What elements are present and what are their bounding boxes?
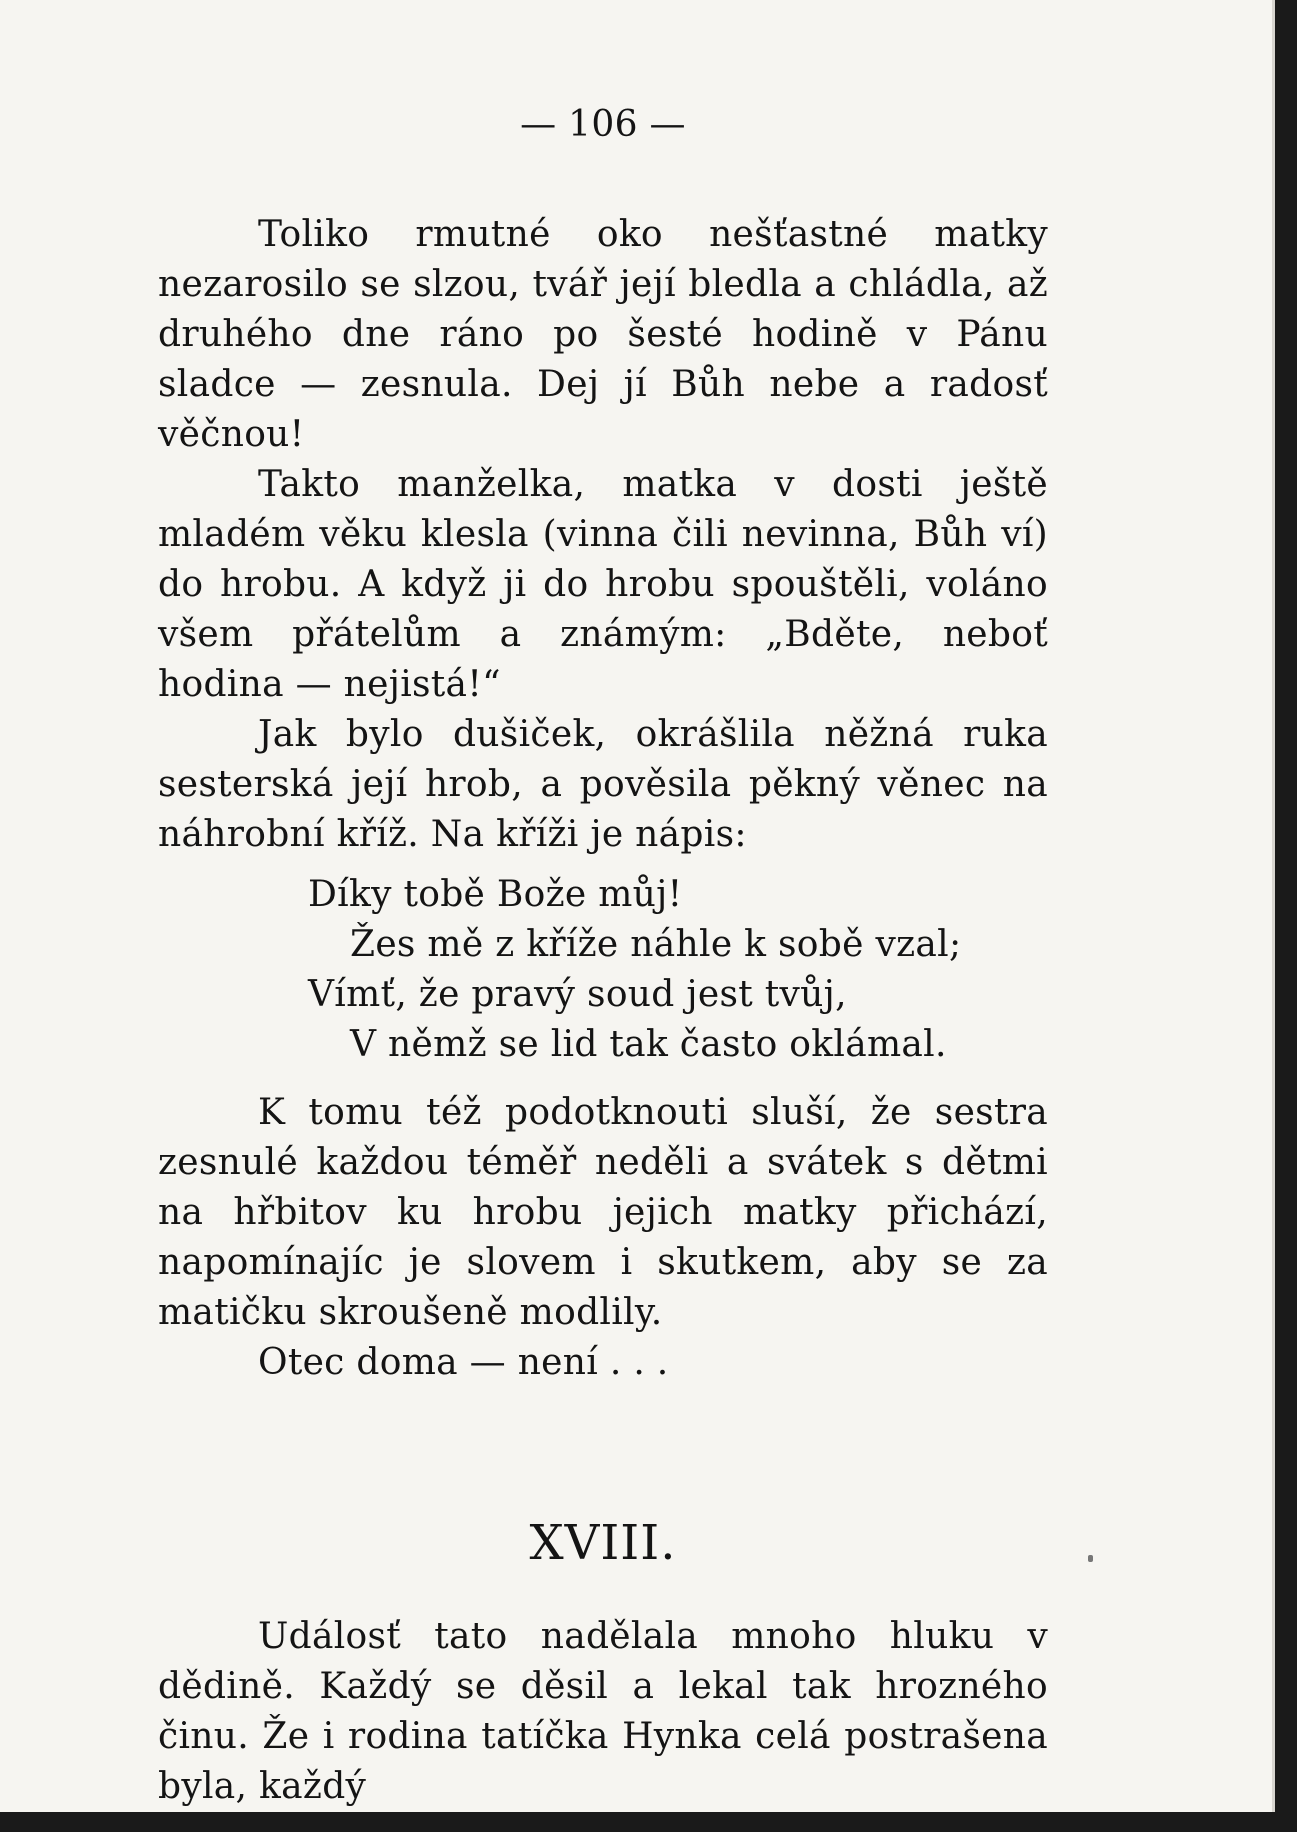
verse-line: Vímť, že pravý soud jest tvůj, [308, 974, 847, 1015]
ink-speck [1088, 1555, 1093, 1562]
page-number: — 106 — [520, 104, 686, 145]
verse-line: Díky tobě Bože můj! [308, 874, 683, 915]
paragraph: Takto manželka, matka v dosti ještě mladém věku klesla (vinna čili nevinna, Bůh ví) do hrobu. A když ji do hrobu spouštěli, voláno všem přátelům a známým: „Bděte, neboť hodina — nejistá!“ [158, 464, 1048, 705]
inscription-verse [158, 870, 1048, 1070]
verse-line: V němž se lid tak často oklámal. [350, 1024, 947, 1065]
paragraph: K tomu též podotknouti sluší, že sestra zesnulé každou téměř neděli a svátek s dětmi na hřbitov ku hrobu jejich matky přichází, napomínajíc je slovem i skutkem, aby se za matičku skroušeně modlily. [158, 1092, 1048, 1333]
page-text [158, 100, 1048, 1812]
verse-line: Žes mě z kříže náhle k sobě vzal; [350, 924, 962, 965]
paragraph: Událosť tato nadělala mnoho hluku v dědině. Každý se děsil a lekal tak hrozného činu. Že i rodina tatíčka Hynka celá postrašena byla, každý [158, 1616, 1048, 1807]
paragraph: Toliko rmutné oko nešťastné matky nezarosilo se slzou, tvář její bledla a chládla, až druhého dne ráno po šesté hodině v Pánu sladce — zesnula. Dej jí Bůh nebe a radosť věčnou! [158, 214, 1048, 455]
chapter-heading: XVIII. [529, 1515, 677, 1571]
paragraph: Jak bylo dušiček, okrášlila něžná ruka sesterská její hrob, a pověsila pěkný věnec na náhrobní kříž. Na kříži je nápis: [158, 714, 1048, 855]
paragraph: Otec doma — není . . . [258, 1342, 669, 1383]
